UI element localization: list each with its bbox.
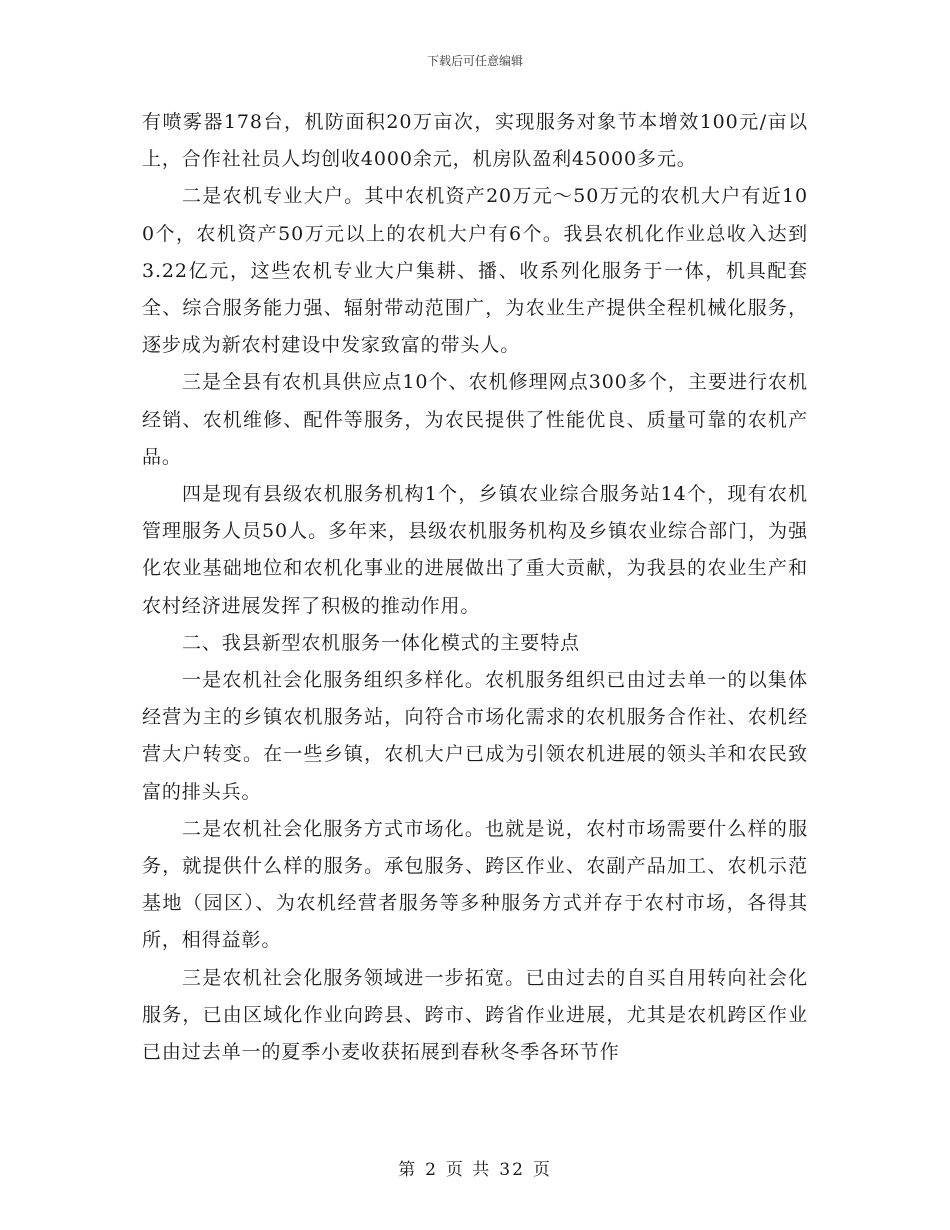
page-number: 2	[425, 1160, 438, 1180]
footer-suffix: 页	[532, 1160, 552, 1180]
footer-middle: 页 共	[445, 1160, 492, 1180]
total-pages: 32	[499, 1160, 525, 1180]
section-heading: 二、我县新型农机服务一体化模式的主要特点	[182, 631, 581, 654]
document-body	[142, 104, 808, 1071]
paragraph-service-agencies: 四是现有县级农机服务机构1个，乡镇农业综合服务站14个，现有农机管理服务人员50人。多年来，县级农机服务机构及乡镇农业综合部门，为强化农业基础地位和农机化事业的进展做出了重大贡献，为我县的农业生产和农村经济进展发挥了积极的推动作用。	[142, 483, 808, 617]
paragraph-farm-machinery-households: 二是农机专业大户。其中农机资产20万元～50万元的农机大户有近100个，农机资产50万元以上的农机大户有6个。我县农机化作业总收入达到3.22亿元，这些农机专业大户集耕、播、收系列化服务于一体，机具配套全、综合服务能力强、辐射带动范围广，为农业生产提供全程机械化服务，逐步成为新农村建设中发家致富的带头人。	[142, 185, 808, 357]
paragraph-market-oriented-service: 二是农机社会化服务方式市场化。也就是说，农村市场需要什么样的服务，就提供什么样的服务。承包服务、跨区作业、农副产品加工、农机示范基地（园区）、为农机经营者服务等多种服务方式并存于农村市场，各得其所，相得益彰。	[142, 817, 808, 952]
page-header: 下载后可任意编辑	[426, 54, 523, 68]
paragraph-diversified-organizations: 一是农机社会化服务组织多样化。农机服务组织已由过去单一的以集体经营为主的乡镇农机服务站，向符合市场化需求的农机服务合作社、农机经营大户转变。在一些乡镇，农机大户已成为引领农机进展的领头羊和农民致富的排头兵。	[142, 669, 808, 803]
paragraph-supply-points: 三是全县有农机具供应点10个、农机修理网点300多个，主要进行农机经销、农机维修、配件等服务，为农民提供了性能优良、质量可靠的农机产品。	[142, 371, 808, 468]
paragraph-continuation: 有喷雾器178台，机防面积20万亩次，实现服务对象节本增效100元/亩以上，合作社社员人均创收4000余元，机房队盈利45000多元。	[142, 111, 808, 171]
paragraph-expanded-service-fields: 三是农机社会化服务领域进一步拓宽。已由过去的自买自用转向社会化服务，已由区域化作业向跨县、跨市、跨省作业进展，尤其是农机跨区作业已由过去单一的夏季小麦收获拓展到春秋冬季各环节作	[142, 966, 808, 1064]
footer-prefix: 第	[398, 1160, 418, 1180]
page-footer	[0, 1155, 950, 1180]
